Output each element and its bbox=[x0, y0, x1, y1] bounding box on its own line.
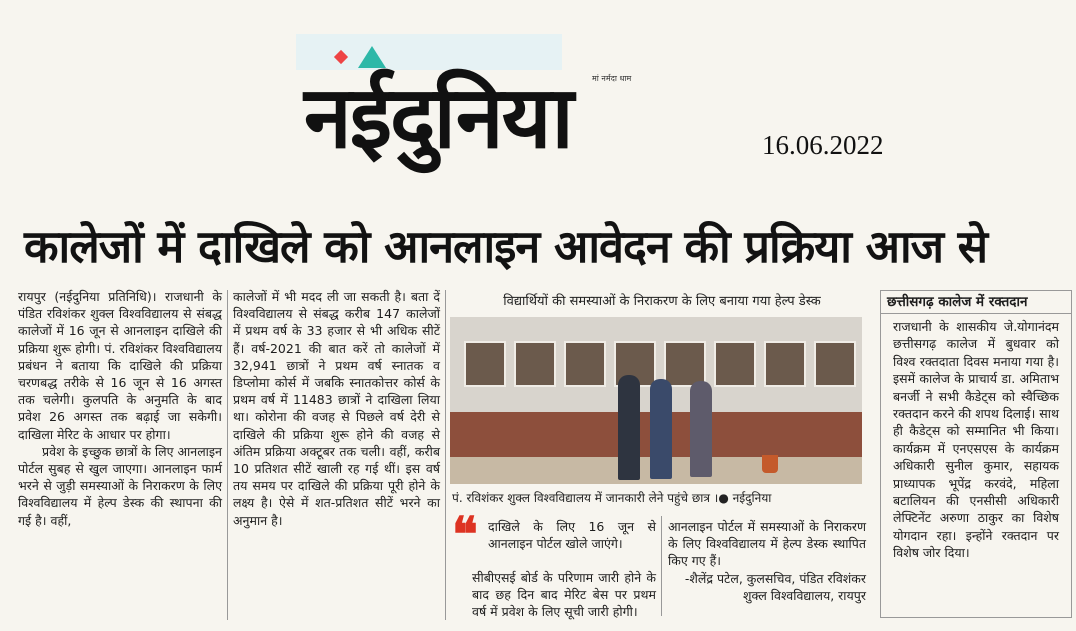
counter-window bbox=[464, 341, 506, 387]
article-column-1 bbox=[18, 288, 222, 529]
quote-attribution: -शैलेंद्र पटेल, कुलसचिव, पंडित रविशंकर शुक्ल विश्वविद्यालय, रायपुर bbox=[684, 570, 866, 603]
article-paragraph: कालेजों में भी मदद ली जा सकती है। बता दें विश्वविद्यालय से संबद्ध करीब 147 कालेजों में प्रथम वर्ष के 33 हजार से भी अधिक सीटें हैं। वर्ष-2021 की बात करें तो कालेजों में 32,941 छात्रों ने प्रथम वर्ष स्नातक व डिप्लोमा कोर्स में जबकि स्नातकोत्तर कोर्स के प्रथम वर्ष में 11483 छात्रों ने दाखिला लिया था। कोरोना की वजह से पिछले वर्ष देरी से दाखिले की प्रक्रिया शुरू होने की वजह से अंतिम प्रक्रिया अक्टूबर तक चली। वहीं, करीब 10 प्रतिशत सीटें खाली रह गई थीं। इस वर्ष तय समय पर दाखिले की प्रक्रिया पूरी होने के लक्ष्य है। ऐसे में शत-प्रतिशत सीटें भरने का अनुमान है। bbox=[233, 289, 440, 528]
column-divider bbox=[445, 290, 446, 620]
quote-icon: ❝ bbox=[452, 507, 478, 563]
article-paragraph: रायपुर (नईदुनिया प्रतिनिधि)। राजधानी के पंडित रविशंकर शुक्ल विश्वविद्यालय से संबद्ध कालेजों में 16 जून से आनलाइन दाखिले की प्रक्रिया शुरू होगी। पं. रविशंकर विश्वविद्यालय प्रबंधन ने बताया कि दाखिले की प्रक्रिया चरणबद्ध तरीके से 16 जून से 16 अगस्त तक चलेगी। कुलपति के अनुमति के बाद प्रवेश 26 अगस्त तक बढ़ाई जा सकेगी। दाखिला मेरिट के आधार पर होगा। bbox=[18, 289, 222, 442]
article-headline: कालेजों में दाखिले को आनलाइन आवेदन की प्रक्रिया आज से bbox=[24, 220, 988, 273]
counter-window bbox=[764, 341, 806, 387]
publication-date: 16.06.2022 bbox=[762, 130, 884, 160]
quote-text-continued bbox=[668, 518, 866, 604]
sidebar-title: छत्तीसगढ़ कालेज में रक्तदान bbox=[881, 291, 1071, 314]
diamond-icon bbox=[334, 50, 348, 64]
quote-text: आनलाइन पोर्टल में समस्याओं के निराकरण के लिए विश्वविद्यालय में हेल्प डेस्क स्थापित किए गए हैं। bbox=[668, 519, 866, 569]
column-divider bbox=[227, 290, 228, 620]
student-figure bbox=[650, 379, 672, 479]
flower-pot bbox=[762, 455, 778, 473]
sidebar-news-box bbox=[880, 290, 1072, 618]
article-paragraph: प्रवेश के इच्छुक छात्रों के लिए आनलाइन पोर्टल सुबह से खुल जाएगा। आनलाइन फार्म भरने से जुड़ी समस्याओं के निराकरण के लिए विश्वविद्यालय में हेल्प डेस्क की स्थापना की गई है। वहीं, bbox=[18, 443, 222, 528]
quote-text: सीबीएसई बोर्ड के परिणाम जारी होने के बाद छह दिन बाद मेरिट बेस पर प्रथम वर्ष में प्रवेश के लिए सूची जारी होगी। bbox=[472, 570, 656, 620]
counter-window bbox=[714, 341, 756, 387]
column-divider bbox=[661, 516, 662, 616]
newspaper-logo: नईदुनिया bbox=[304, 68, 572, 168]
photo-title: विद्यार्थियों की समस्याओं के निराकरण के लिए बनाया गया हेल्प डेस्क bbox=[503, 294, 821, 309]
photo-caption: पं. रविशंकर शुक्ल विश्वविद्यालय में जानकारी लेने पहुंचे छात्र ।● नईदुनिया bbox=[452, 491, 772, 505]
masthead-tagline: मां नर्मदा धाम bbox=[592, 74, 632, 83]
quote-text: दाखिले के लिए 16 जून से आनलाइन पोर्टल खोले जाएंगे। bbox=[488, 519, 656, 552]
counter-window bbox=[564, 341, 606, 387]
article-column-2 bbox=[233, 288, 440, 529]
student-figure bbox=[690, 381, 712, 477]
sidebar-body: राजधानी के शासकीय जे.योगानंदम छत्तीसगढ़ कालेज में बुधवार को विश्व रक्तदाता दिवस मनाया गया है। इसमें कालेज के प्राचार्य डा. अमिताभ बनर्जी ने सभी कैडेट्स को स्वैच्छिक रक्तदान करने की शपथ दिलाई। साथ ही कैडेट्स को सम्मानित भी किया। कार्यक्रम में एनएसएस के कार्यक्रम अधिकारी सुनील कुमार, सहायक प्राध्यापक भूपेंद्र करवंदे, महिला बटालियन की एनसीसी अधिकारी लेफ्टिनेंट अरुणा ठाकुर का विशेष योगदान रहा। इन्होंने रक्तदान पर विशेष जोर दिया। bbox=[893, 319, 1059, 561]
counter-window bbox=[814, 341, 856, 387]
counter-window bbox=[514, 341, 556, 387]
news-photo bbox=[450, 317, 862, 484]
student-figure bbox=[618, 375, 640, 480]
